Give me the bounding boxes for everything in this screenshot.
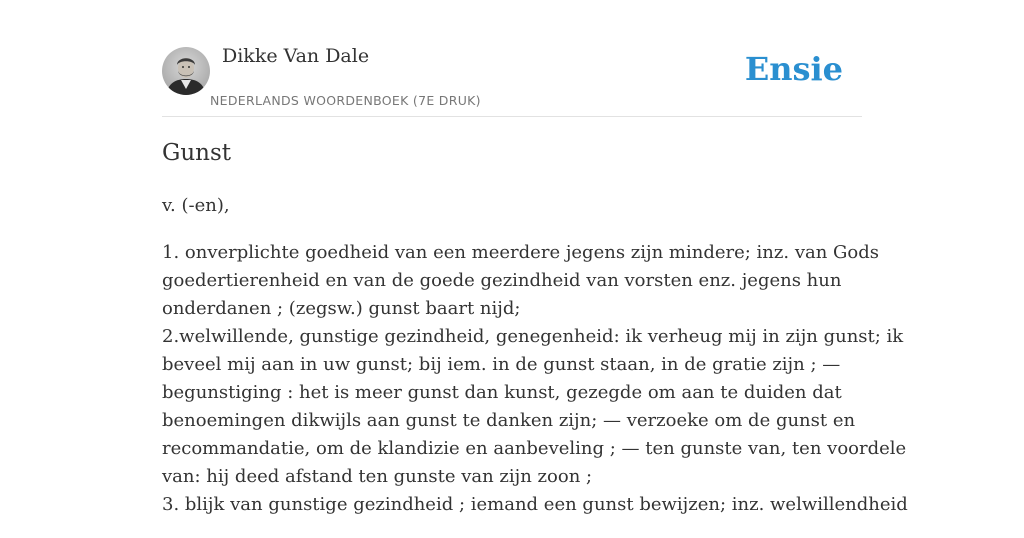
- author-name[interactable]: Dikke Van Dale: [222, 45, 370, 67]
- definition-line: van: hij deed afstand ten gunste van zijn zoon ;: [162, 466, 593, 487]
- definition-line: onderdanen ; (zegsw.) gunst baart nijd;: [162, 298, 521, 319]
- definition-line: 3. blijk van gunstige gezindheid ; iemand een gunst bewijzen; inz. welwillendheid: [162, 494, 908, 515]
- header: [162, 0, 862, 117]
- definition-line: 2.welwillende, gunstige gezindheid, genegenheid: ik verheug mij in zijn gunst; ik: [162, 326, 904, 347]
- definition-line: benoemingen dikwijls aan gunst te danken zijn; — verzoeke om de gunst en: [162, 410, 856, 431]
- definition-line: beveel mij aan in uw gunst; bij iem. in de gunst staan, in de gratie zijn ; —: [162, 354, 841, 375]
- definition-line: recommandatie, om de klandizie en aanbeveling ; — ten gunste van, ten voordele: [162, 438, 907, 459]
- avatar[interactable]: [162, 47, 210, 95]
- entry-definition: [162, 239, 908, 519]
- entry-grammar: v. (-en),: [162, 195, 230, 216]
- portrait-icon: [162, 47, 210, 95]
- entry-title: Gunst: [162, 140, 232, 166]
- entry-body: [162, 192, 908, 538]
- definition-line: begunstiging : het is meer gunst dan kunst, gezegde om aan te duiden dat: [162, 382, 842, 403]
- source-label: NEDERLANDS WOORDENBOEK (7E DRUK): [210, 93, 481, 108]
- brand-logo[interactable]: Ensie: [744, 50, 843, 88]
- page: [162, 0, 908, 515]
- definition-line: 1. onverplichte goedheid van een meerdere jegens zijn mindere; inz. van Gods: [162, 242, 880, 263]
- definition-line: goedertierenheid en van de goede gezindheid van vorsten enz. jegens hun: [162, 270, 842, 291]
